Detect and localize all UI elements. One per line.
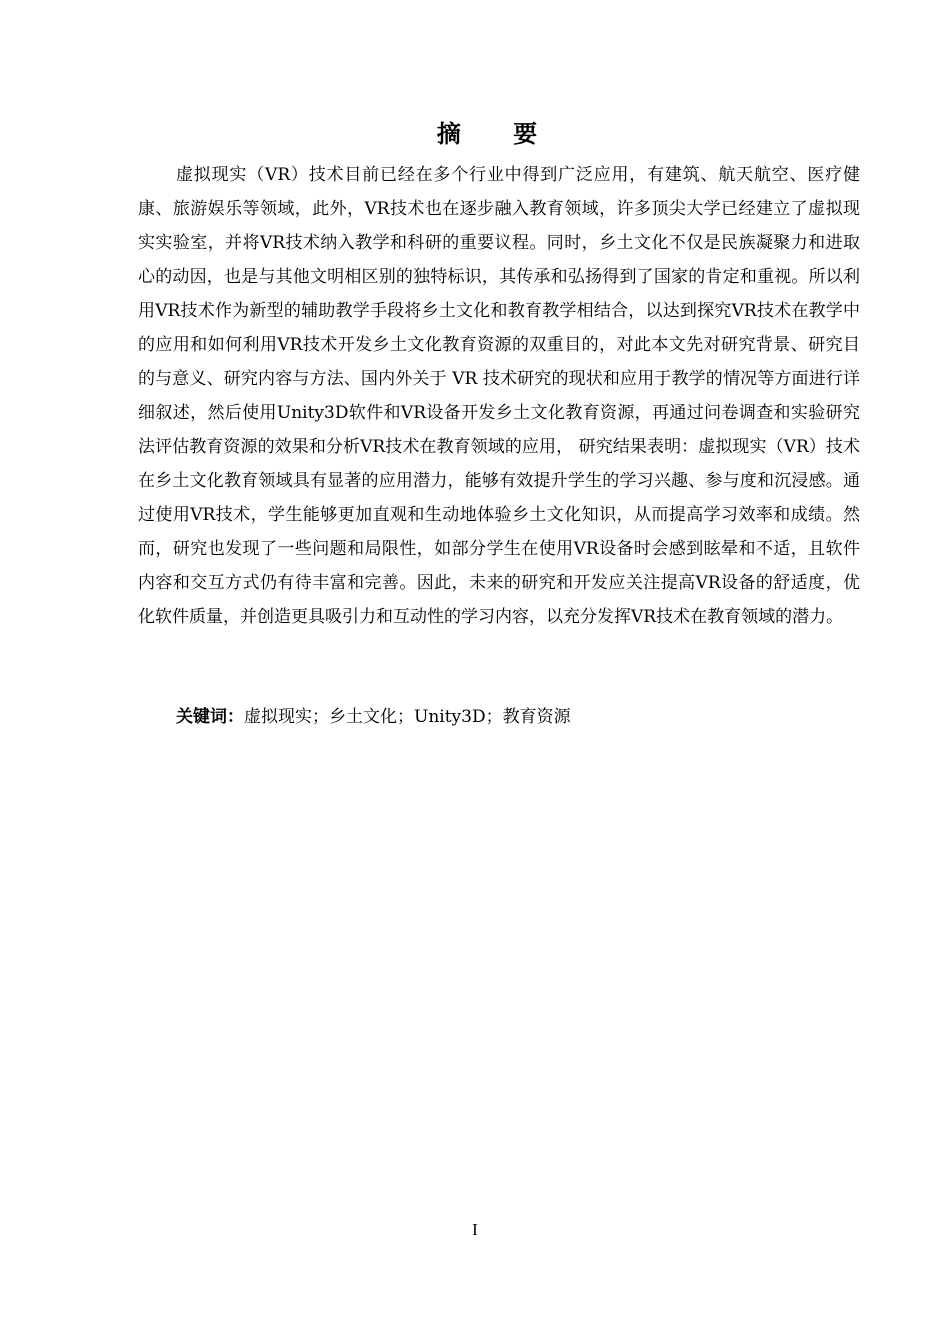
page-number: I xyxy=(472,1220,478,1239)
abstract-title: 摘 要 xyxy=(436,120,560,148)
keywords-label: 关键词： xyxy=(176,707,244,727)
keywords-line xyxy=(176,700,860,734)
abstract-body: 虚拟现实（VR）技术目前已经在多个行业中得到广泛应用，有建筑、航天航空、医疗健康、旅游娱乐等领域，此外，VR技术也在逐步融入教育领域，许多顶尖大学已经建立了虚拟现实实验室，并将VR技术纳入教学和科研的重要议程。同时，乡土文化不仅是民族凝聚力和进取心的动因，也是与其他文明相区别的独特标识，其传承和弘扬得到了国家的肯定和重视。所以利用VR技术作为新型的辅助教学手段将乡土文化和教育教学相结合，以达到探究VR技术在教学中的应用和如何利用VR技术开发乡土文化教育资源的双重目的，对此本文先对研究背景、研究目的与意义、研究内容与方法、国内外关于 VR 技术研究的现状和应用于教学的情况等方面进行详细叙述，然后使用Unity3D软件和VR设备开发乡土文化教育资源，再通过问卷调查和实验研究法评估教育资源的效果和分析VR技术在教育领域的应用， 研究结果表明：虚拟现实（VR）技术在乡土文化教育领域具有显著的应用潜力，能够有效提升学生的学习兴趣、参与度和沉浸感。通过使用VR技术，学生能够更加直观和生动地体验乡土文化知识，从而提高学习效率和成绩。然而，研究也发现了一些问题和局限性，如部分学生在使用VR设备时会感到眩晕和不适，且软件内容和交互方式仍有待丰富和完善。因此，未来的研究和开发应关注提高VR设备的舒适度，优化软件质量，并创造更具吸引力和互动性的学习内容，以充分发挥VR技术在教育领域的潜力。 xyxy=(138,165,860,627)
keywords-text: 虚拟现实；乡土文化；Unity3D；教育资源 xyxy=(244,707,571,727)
